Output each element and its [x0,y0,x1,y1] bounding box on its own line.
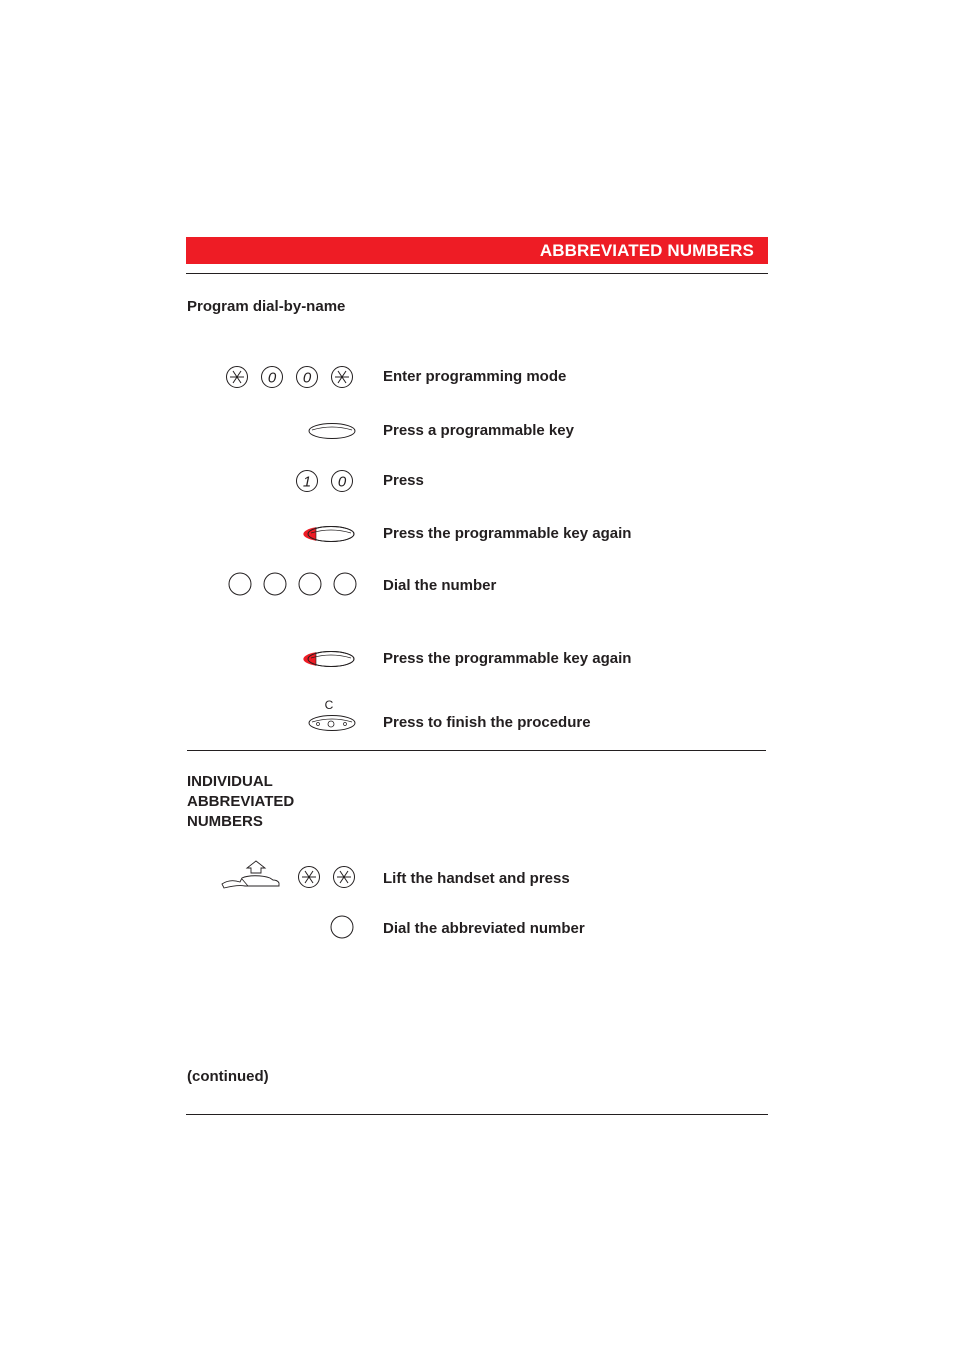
section-title-line: ABBREVIATED [187,793,295,810]
section-title-individual-abbreviated-numbers [187,772,294,832]
star-zero-zero-star-keys-icon [224,365,358,391]
lift-handset-icon [218,858,282,890]
star-key-icon [299,867,320,888]
digit-key-label: 0 [337,473,347,491]
section-title-line: NUMBERS [187,813,263,830]
step-lift-handset-and-press: Lift the handset and press [383,870,570,887]
step-press-programmable-key: Press a programmable key [383,422,574,439]
programmable-key-lit-icon [304,524,358,544]
digit-key-label: 0 [302,369,312,387]
step-press-programmable-key-again: Press the programmable key again [383,525,632,542]
digit-key-0-icon [297,367,318,388]
section-title-line: INDIVIDUAL [187,773,273,790]
step-press-programmable-key-again-2: Press the programmable key again [383,650,632,667]
blank-digit-keys-icon [227,572,359,598]
footer-divider [186,1114,768,1115]
step-press: Press [383,472,424,489]
digit-key-label: 1 [302,473,312,491]
star-star-keys-icon [296,865,358,891]
star-key-icon [334,867,355,888]
step-dial-abbreviated-number: Dial the abbreviated number [383,920,585,937]
digit-key-1-icon [297,471,318,492]
digit-key-0-icon [332,471,353,492]
star-key-icon [227,367,248,388]
star-key-icon [332,367,353,388]
step-dial-the-number: Dial the number [383,577,497,594]
section-title-program-dial-by-name: Program dial-by-name [187,298,346,315]
one-zero-keys-icon [294,469,358,495]
clear-key-icon [306,697,358,735]
blank-digit-key-icon [329,914,357,940]
section-divider [187,750,766,751]
digit-key-0-icon [262,367,283,388]
programmable-key-lit-icon [304,649,358,669]
header-bar [186,237,768,264]
clear-key-label: C [324,698,334,712]
step-press-to-finish: Press to finish the procedure [383,714,591,731]
step-enter-programming-mode: Enter programming mode [383,368,567,385]
programmable-key-icon [306,421,358,441]
continued-label: (continued) [187,1068,269,1085]
page-title: ABBREVIATED NUMBERS [539,241,754,260]
header-divider [186,273,768,274]
digit-key-label: 0 [267,369,277,387]
